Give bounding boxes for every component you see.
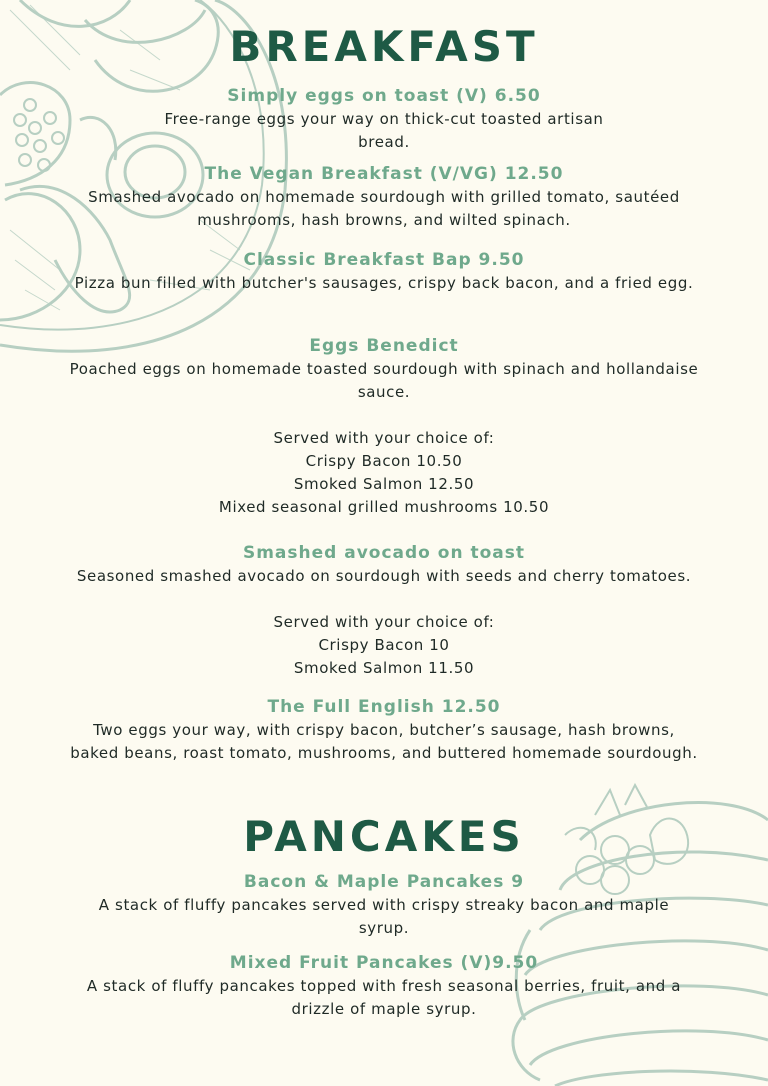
menu-item xyxy=(60,162,708,232)
menu-item-description: Seasoned smashed avocado on sourdough with seeds and cherry tomatoes. xyxy=(76,567,692,585)
option: Smoked Salmon 12.50 xyxy=(293,475,475,493)
menu-item-description: Pizza bun filled with butcher's sausages, crispy back bacon, and a fried egg. xyxy=(74,274,694,292)
menu-item-description: Two eggs your way, with crispy bacon, butcher’s sausage, hash browns, baked beans, roast tomato, mushrooms, and buttered homemade sourdough. xyxy=(70,721,698,762)
menu-item xyxy=(60,951,708,1021)
menu-item-description: Poached eggs on homemade toasted sourdough with spinach and hollandaise sauce. xyxy=(69,360,699,401)
options-intro: Served with your choice of: xyxy=(273,429,495,447)
menu-item xyxy=(50,334,718,519)
menu-item xyxy=(60,870,708,940)
menu-item-options xyxy=(50,427,718,519)
menu-item-name: Eggs Benedict xyxy=(309,336,459,356)
menu-item xyxy=(40,541,728,680)
menu-item-name: Bacon & Maple Pancakes 9 xyxy=(243,872,525,892)
menu-item xyxy=(60,84,708,154)
menu-item-name: The Vegan Breakfast (V/VG) 12.50 xyxy=(204,164,564,184)
option: Mixed seasonal grilled mushrooms 10.50 xyxy=(218,498,550,516)
menu-item-name: Classic Breakfast Bap 9.50 xyxy=(243,250,525,270)
menu-item-options xyxy=(40,611,728,680)
menu-item-description: A stack of fluffy pancakes topped with fresh seasonal berries, fruit, and a drizzle of maple syrup. xyxy=(86,977,682,1018)
menu-item xyxy=(60,695,708,765)
options-intro: Served with your choice of: xyxy=(273,613,495,631)
menu-item xyxy=(60,248,708,295)
breakfast-title: BREAKFAST xyxy=(229,22,539,71)
menu-item-description: Free-range eggs your way on thick-cut toasted artisan bread. xyxy=(164,110,604,151)
menu-item-description: Smashed avocado on homemade sourdough with grilled tomato, sautéed mushrooms, hash browns, and wilted spinach. xyxy=(88,188,680,229)
pancakes-title: PANCAKES xyxy=(243,812,525,861)
option: Smoked Salmon 11.50 xyxy=(293,659,475,677)
menu-item-name: The Full English 12.50 xyxy=(267,697,501,717)
menu-item-description: A stack of fluffy pancakes served with crispy streaky bacon and maple syrup. xyxy=(98,896,670,937)
menu-item-name: Mixed Fruit Pancakes (V)9.50 xyxy=(229,953,539,973)
menu-item-name: Smashed avocado on toast xyxy=(242,543,526,563)
option: Crispy Bacon 10 xyxy=(318,636,450,654)
option: Crispy Bacon 10.50 xyxy=(305,452,463,470)
menu-item-name: Simply eggs on toast (V) 6.50 xyxy=(227,86,541,106)
